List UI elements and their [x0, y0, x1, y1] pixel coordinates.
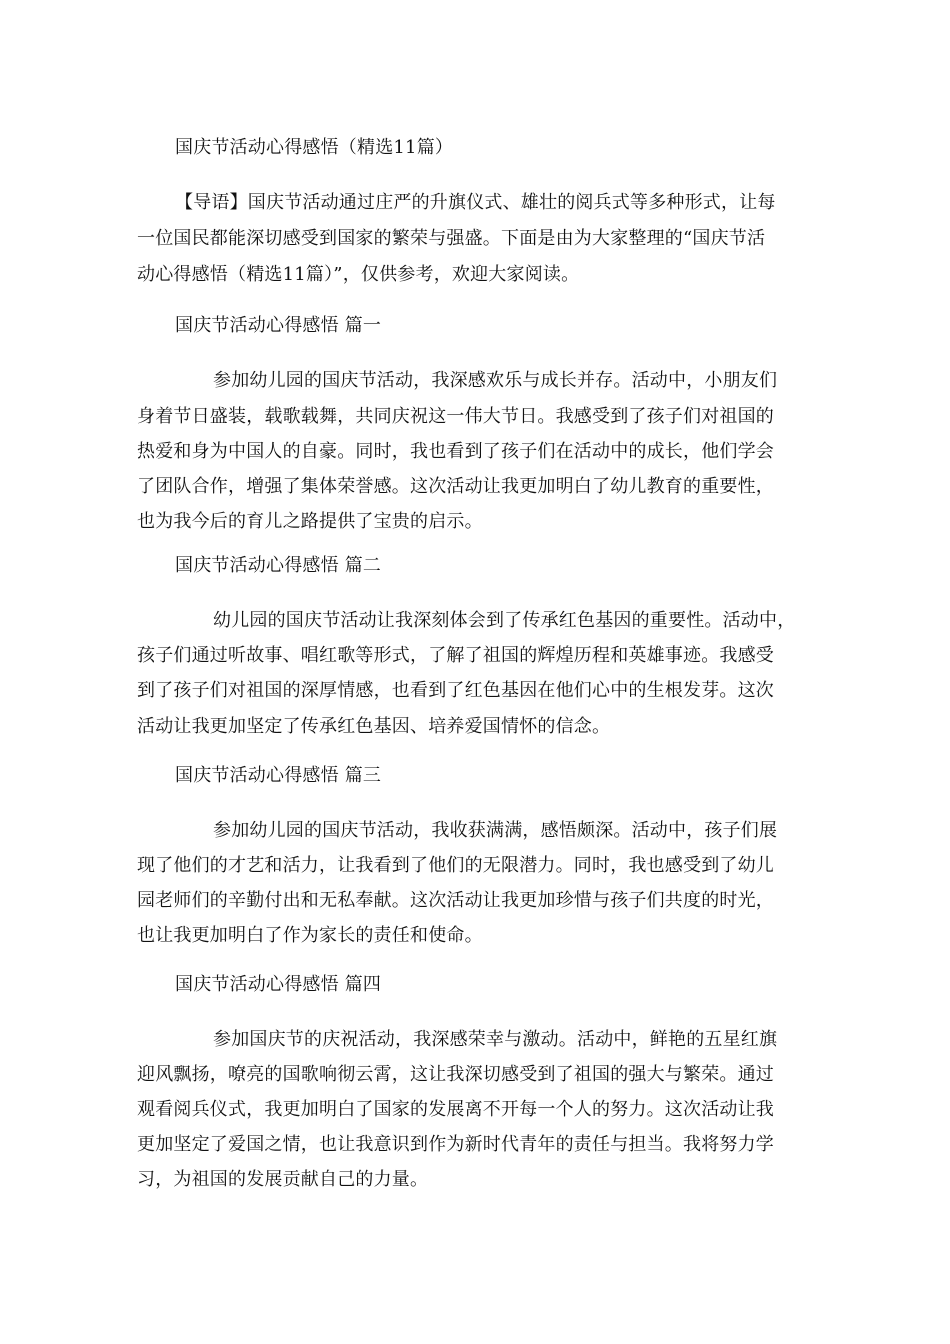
section-heading: 国庆节活动心得感悟 篇三: [175, 765, 382, 786]
section-line: 幼儿园的国庆节活动让我深刻体会到了传承红色基因的重要性。活动中，: [213, 610, 796, 631]
section-line: 观看阅兵仪式，我更加明白了国家的发展离不开每一个人的努力。这次活动让我: [137, 1099, 774, 1120]
section-line: 习，为祖国的发展贡献自己的力量。: [137, 1169, 429, 1190]
section-line: 现了他们的才艺和活力，让我看到了他们的无限潜力。同时，我也感受到了幼儿: [137, 855, 774, 876]
intro-line: 一位国民都能深切感受到国家的繁荣与强盛。下面是由为大家整理的“国庆节活: [137, 228, 766, 249]
section-line: 热爱和身为中国人的自豪。同时，我也看到了孩子们在活动中的成长，他们学会: [137, 441, 774, 462]
section-line: 参加幼儿园的国庆节活动，我深感欢乐与成长并存。活动中，小朋友们: [213, 370, 778, 391]
section-line: 身着节日盛装，载歌载舞，共同庆祝这一伟大节日。我感受到了孩子们对祖国的: [137, 406, 774, 427]
section-line: 迎风飘扬，嘹亮的国歌响彻云霄，这让我深切感受到了祖国的强大与繁荣。通过: [137, 1064, 774, 1085]
section-heading: 国庆节活动心得感悟 篇二: [175, 555, 382, 576]
section-line: 也让我更加明白了作为家长的责任和使命。: [137, 925, 483, 946]
section-heading: 国庆节活动心得感悟 篇四: [175, 974, 382, 995]
section-line: 孩子们通过听故事、唱红歌等形式，了解了祖国的辉煌历程和英雄事迹。我感受: [137, 645, 774, 666]
section-line: 活动让我更加坚定了传承红色基因、培养爱国情怀的信念。: [137, 716, 611, 737]
section-line: 也为我今后的育儿之路提供了宝贵的启示。: [137, 511, 483, 532]
section-line: 更加坚定了爱国之情，也让我意识到作为新时代青年的责任与担当。我将努力学: [137, 1134, 774, 1155]
section-line: 到了孩子们对祖国的深厚情感，也看到了红色基因在他们心中的生根发芽。这次: [137, 680, 774, 701]
intro-line: 动心得感悟（精选11篇）”，仅供参考，欢迎大家阅读。: [137, 264, 580, 285]
section-line: 参加幼儿园的国庆节活动，我收获满满，感悟颇深。活动中，孩子们展: [213, 820, 778, 841]
intro-line: 【导语】国庆节活动通过庄严的升旗仪式、雄壮的阅兵式等多种形式，让每: [175, 192, 776, 213]
section-line: 参加国庆节的庆祝活动，我深感荣幸与激动。活动中，鲜艳的五星红旗: [213, 1029, 778, 1050]
section-line: 园老师们的辛勤付出和无私奉献。这次活动让我更加珍惜与孩子们共度的时光，: [137, 890, 774, 911]
section-heading: 国庆节活动心得感悟 篇一: [175, 315, 382, 336]
section-line: 了团队合作，增强了集体荣誉感。这次活动让我更加明白了幼儿教育的重要性，: [137, 476, 774, 497]
document-title: 国庆节活动心得感悟（精选11篇）: [175, 137, 454, 158]
